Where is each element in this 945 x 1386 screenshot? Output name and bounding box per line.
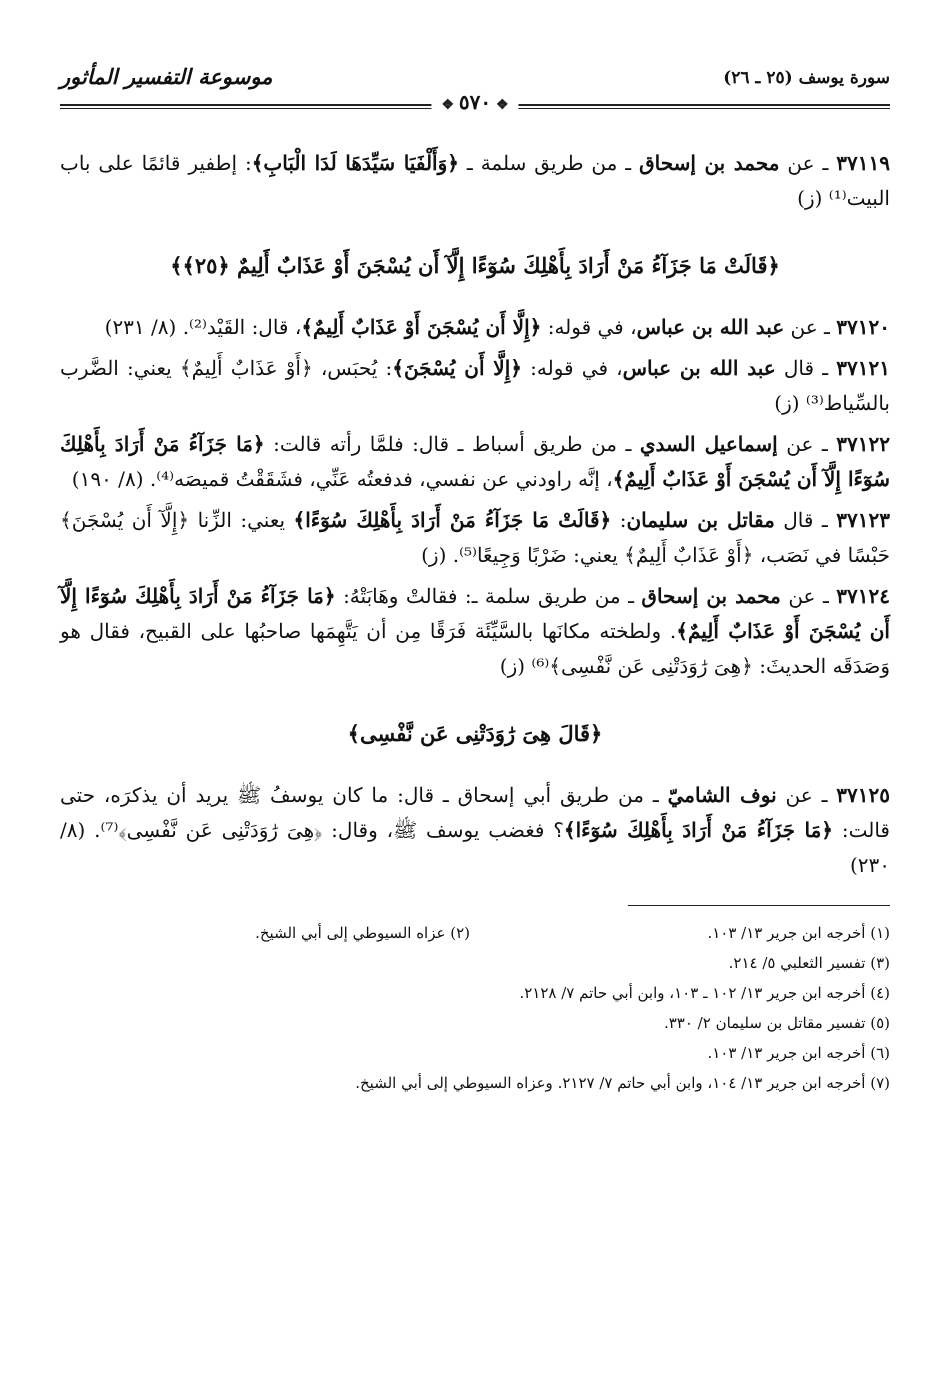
hadith-entry	[60, 778, 890, 883]
entry-text: ـ عن	[777, 432, 837, 456]
entry-text: ـ قال	[774, 508, 837, 532]
entry-number: ٣٧١٢٥	[836, 783, 891, 807]
book-title: موسوعة التفسير المأثور	[60, 64, 273, 89]
narrator-name: محمد بن إسحاق	[641, 584, 781, 608]
entry-text: : إطفير قائمًا على باب البيت⁽¹⁾ (ز)	[60, 151, 890, 210]
entry-text: ـ من طريق أبي إسحاق ـ قال: ما كان يوسفُ ﷺ يريد أن يذكرَه، حتى قالت:	[60, 783, 890, 842]
entry-text: : يُحبَس، ﴿أَوْ عَذَابٌ أَلِيمٌ﴾ يعني: الضَّرب بالسِّياط⁽³⁾ (ز)	[60, 356, 890, 415]
footnote-row	[60, 918, 890, 948]
footnote: (٣) تفسير الثعلبي ٥/ ٢١٤.	[728, 954, 890, 972]
entry-number: ٣٧١٢١	[836, 356, 891, 380]
entry-text: ـ قال	[775, 356, 837, 380]
page-number: ٥٧٠	[458, 90, 492, 114]
entry-text: ، إنَّه راودني عن نفسي، فدفعتُه عَنِّي، فشَقَقْتُ قميصَه⁽⁴⁾. (٨/ ١٩٠)	[71, 467, 613, 491]
narrator-name: نوف الشاميّ	[667, 783, 777, 807]
entry-text: ـ من طريق سلمة ـ	[458, 151, 640, 175]
footnote: (٦) أخرجه ابن جرير ١٣/ ١٠٣.	[707, 1044, 890, 1062]
surah-heading: سورة يوسف (٢٥ ـ ٢٦)	[723, 68, 890, 88]
entry-text: :	[611, 508, 627, 532]
entry-number: ٣٧١٢٤	[836, 584, 890, 608]
book-page	[60, 60, 890, 1350]
quran-quote: ﴿إِلَّا أَن يُسْجَنَ﴾	[392, 356, 522, 380]
footnote: (٥) تفسير مقاتل بن سليمان ٢/ ٣٣٠.	[663, 1014, 890, 1032]
hadith-entry	[60, 427, 890, 497]
hadith-entry	[60, 503, 890, 573]
entry-text: ، في قوله:	[541, 315, 637, 339]
footnote: (٤) أخرجه ابن جرير ١٣/ ١٠٢ ـ ١٠٣، وابن أبي حاتم ٧/ ٢١٢٨.	[519, 984, 890, 1002]
quran-quote: ﴿وَأَلْفَيَا سَيِّدَهَا لَدَا الْبَابِ﴾	[251, 151, 459, 175]
hadith-entry	[60, 310, 890, 345]
entry-text: ـ من طريق سلمة ـ: فقالتْ وهَابَتْهُ:	[335, 584, 642, 608]
quran-quote: ﴿مَا جَزَآءُ مَنْ أَرَادَ بِأَهْلِكَ سُوٓءًا إِلَّآ أَن يُسْجَنَ أَوْ عَذَابٌ أَلِيمٌ﴾	[60, 584, 890, 643]
entry-text: ـ عن	[784, 315, 837, 339]
entry-text: ـ عن	[776, 783, 837, 807]
entry-text: ـ من طريق أسباط ـ قال: فلمَّا رأته قالت:	[264, 432, 640, 456]
quran-quote: ﴿مَا جَزَآءُ مَنْ أَرَادَ بِأَهْلِكَ سُوٓءًا إِلَّآ أَن يُسْجَنَ أَوْ عَذَابٌ أَلِيمٌ﴾	[60, 432, 890, 491]
entry-number: ٣٧١٢٣	[836, 508, 890, 532]
footnote-divider	[628, 905, 890, 906]
quran-quote: ﴿مَا جَزَآءُ مَنْ أَرَادَ بِأَهْلِكَ سُوٓءًا﴾	[563, 818, 834, 842]
entry-text: ـ عن	[780, 584, 837, 608]
footnote: (٢) عزاه السيوطي إلى أبي الشيخ.	[255, 924, 470, 942]
quran-quote: ﴿إِلَّا أَن يُسْجَنَ أَوْ عَذَابٌ أَلِيمٌ﴾	[301, 315, 542, 339]
entry-number: ٣٧١١٩	[836, 151, 890, 175]
entry-text: يعني: الزِّنا ﴿إِلَّآ أَن يُسْجَنَ﴾ حَبْسًا في نَصَب، ﴿أَوْ عَذَابٌ أَلِيمٌ﴾ يعني: ضَرْبًا وَجِيعًا⁽⁵⁾. (ز)	[60, 508, 890, 567]
hadith-entry	[60, 146, 890, 216]
hadith-entry	[60, 351, 890, 421]
verse-26: ﴿قَالَ هِىَ رَٰوَدَتْنِى عَن نَّفْسِى﴾	[347, 721, 603, 746]
narrator-name: مقاتل بن سليمان	[626, 508, 775, 532]
footnote: (٧) أخرجه ابن جرير ١٣/ ١٠٤، وابن أبي حاتم ٧/ ٢١٢٧. وعزاه السيوطي إلى أبي الشيخ.	[355, 1074, 890, 1092]
footnote: (١) أخرجه ابن جرير ١٣/ ١٠٣.	[707, 924, 890, 942]
entry-number: ٣٧١٢٠	[836, 315, 890, 339]
narrator-name: إسماعيل السدي	[639, 432, 778, 456]
entry-text: ، قال: القَيْد⁽²⁾. (٨/ ٢٣١)	[104, 315, 302, 339]
page-number-box	[431, 90, 518, 114]
entry-text: ؟ فغضب يوسف ﷺ، وقال: ﴿هِىَ رَٰوَدَتْنِى عَن نَّفْسِى﴾⁽⁷⁾. (٨/ ٢٣٠)	[60, 818, 890, 877]
page-header	[60, 60, 890, 112]
narrator-name: عبد الله بن عباس	[636, 315, 785, 339]
entry-number: ٣٧١٢٢	[836, 432, 890, 456]
ornament-icon: ❖	[491, 97, 509, 113]
ornament-icon: ❖	[441, 97, 459, 113]
verse-25: ﴿قَالَتْ مَا جَزَآءُ مَنْ أَرَادَ بِأَهْلِكَ سُوٓءًا إِلَّآ أَن يُسْجَنَ أَوْ عَذَابٌ أَلِيمٌ ﴿٢٥﴾﴾	[170, 253, 780, 278]
entry-text: . ولطخته مكانَها بالسَّيِّئَة فَرَقًا مِن أن يَتَّهِمَها صاحبُها على القبيح، فقال هو وَصَدَقَه الحديثَ: ﴿هِىَ رَٰوَدَتْنِى عَن نَّفْسِى﴾⁽⁶⁾ (ز)	[60, 619, 890, 678]
entry-text: ، في قوله:	[521, 356, 623, 380]
footnotes	[60, 918, 890, 1098]
entry-text: ـ عن	[779, 151, 837, 175]
hadith-entry	[60, 579, 890, 684]
narrator-name: محمد بن إسحاق	[639, 151, 780, 175]
quran-quote: ﴿قَالَتْ مَا جَزَآءُ مَنْ أَرَادَ بِأَهْلِكَ سُوٓءًا﴾	[293, 508, 612, 532]
narrator-name: عبد الله بن عباس	[622, 356, 776, 380]
